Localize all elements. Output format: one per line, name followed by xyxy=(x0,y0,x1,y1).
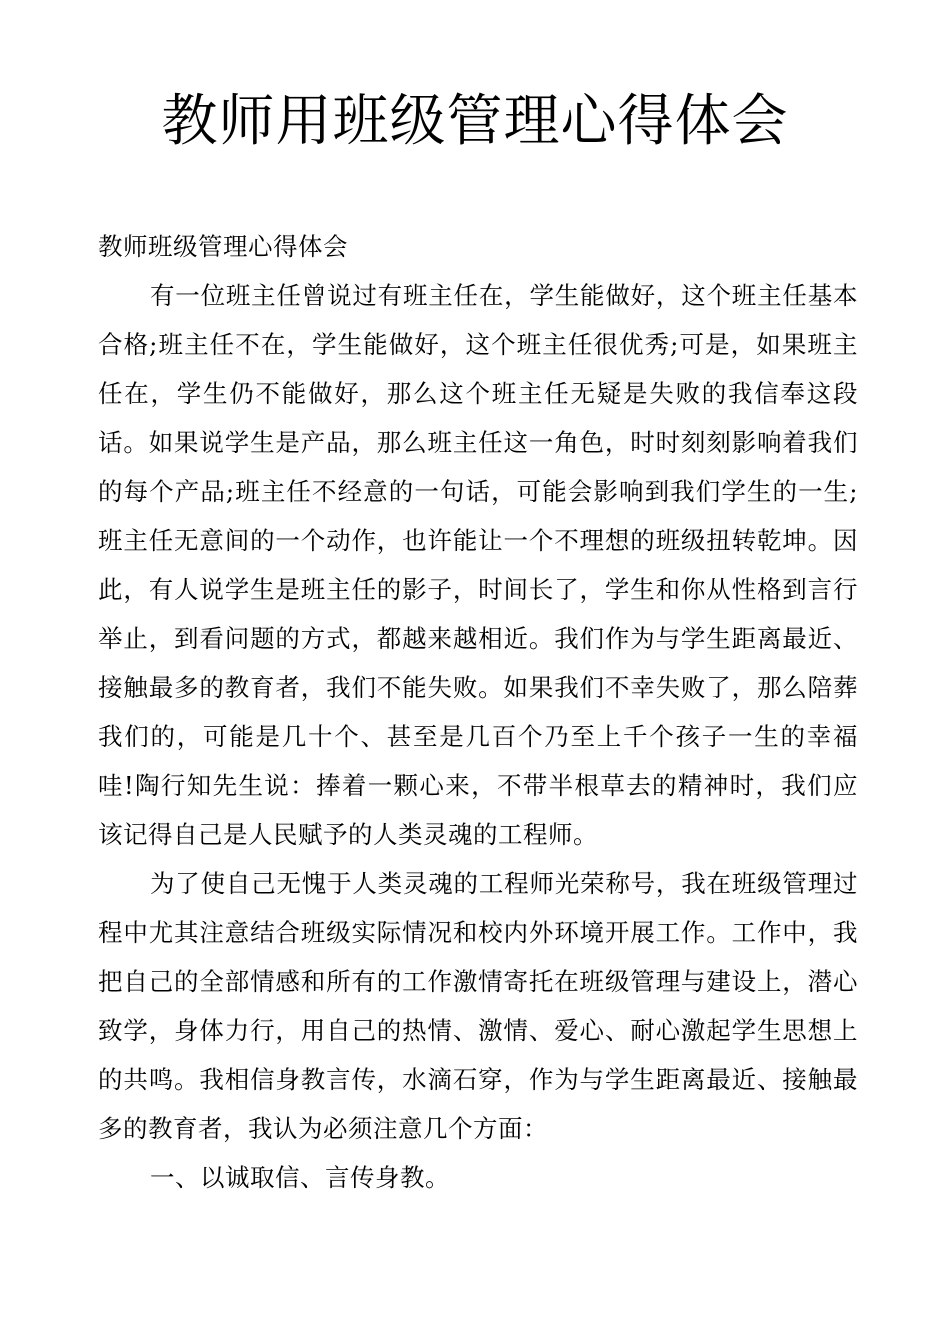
paragraph-1: 有一位班主任曾说过有班主任在，学生能做好，这个班主任基本合格;班主任不在，学生能做好，这个班主任很优秀;可是，如果班主任在，学生仍不能做好，那么这个班主任无疑是失败的我信奉这段话。如果说学生是产品，那么班主任这一角色，时时刻刻影响着我们的每个产品;班主任不经意的一句话，可能会影响到我们学生的一生;班主任无意间的一个动作，也许能让一个不理想的班级扭转乾坤。因此，有人说学生是班主任的影子，时间长了，学生和你从性格到言行举止，到看问题的方式，都越来越相近。我们作为与学生距离最近、接触最多的教育者，我们不能失败。如果我们不幸失败了，那么陪葬我们的，可能是几十个、甚至是几百个乃至上千个孩子一生的幸福哇!陶行知先生说：捧着一颗心来，不带半根草去的精神时，我们应该记得自己是人民赋予的人类灵魂的工程师。 xyxy=(98,281,858,849)
document-subtitle: 教师班级管理心得体会 xyxy=(98,232,348,261)
paragraph-2: 为了使自己无愧于人类灵魂的工程师光荣称号，我在班级管理过程中尤其注意结合班级实际情况和校内外环境开展工作。工作中，我把自己的全部情感和所有的工作激情寄托在班级管理与建设上，潜心致学，身体力行，用自己的热情、激情、爱心、耐心激起学生思想上的共鸣。我相信身教言传，水滴石穿，作为与学生距离最近、接触最多的教育者，我认为必须注意几个方面： xyxy=(98,869,858,1143)
section-heading-1: 一、以诚取信、言传身教。 xyxy=(150,1163,450,1192)
document-body xyxy=(98,222,858,1202)
document-title: 教师用班级管理心得体会 xyxy=(161,89,789,154)
